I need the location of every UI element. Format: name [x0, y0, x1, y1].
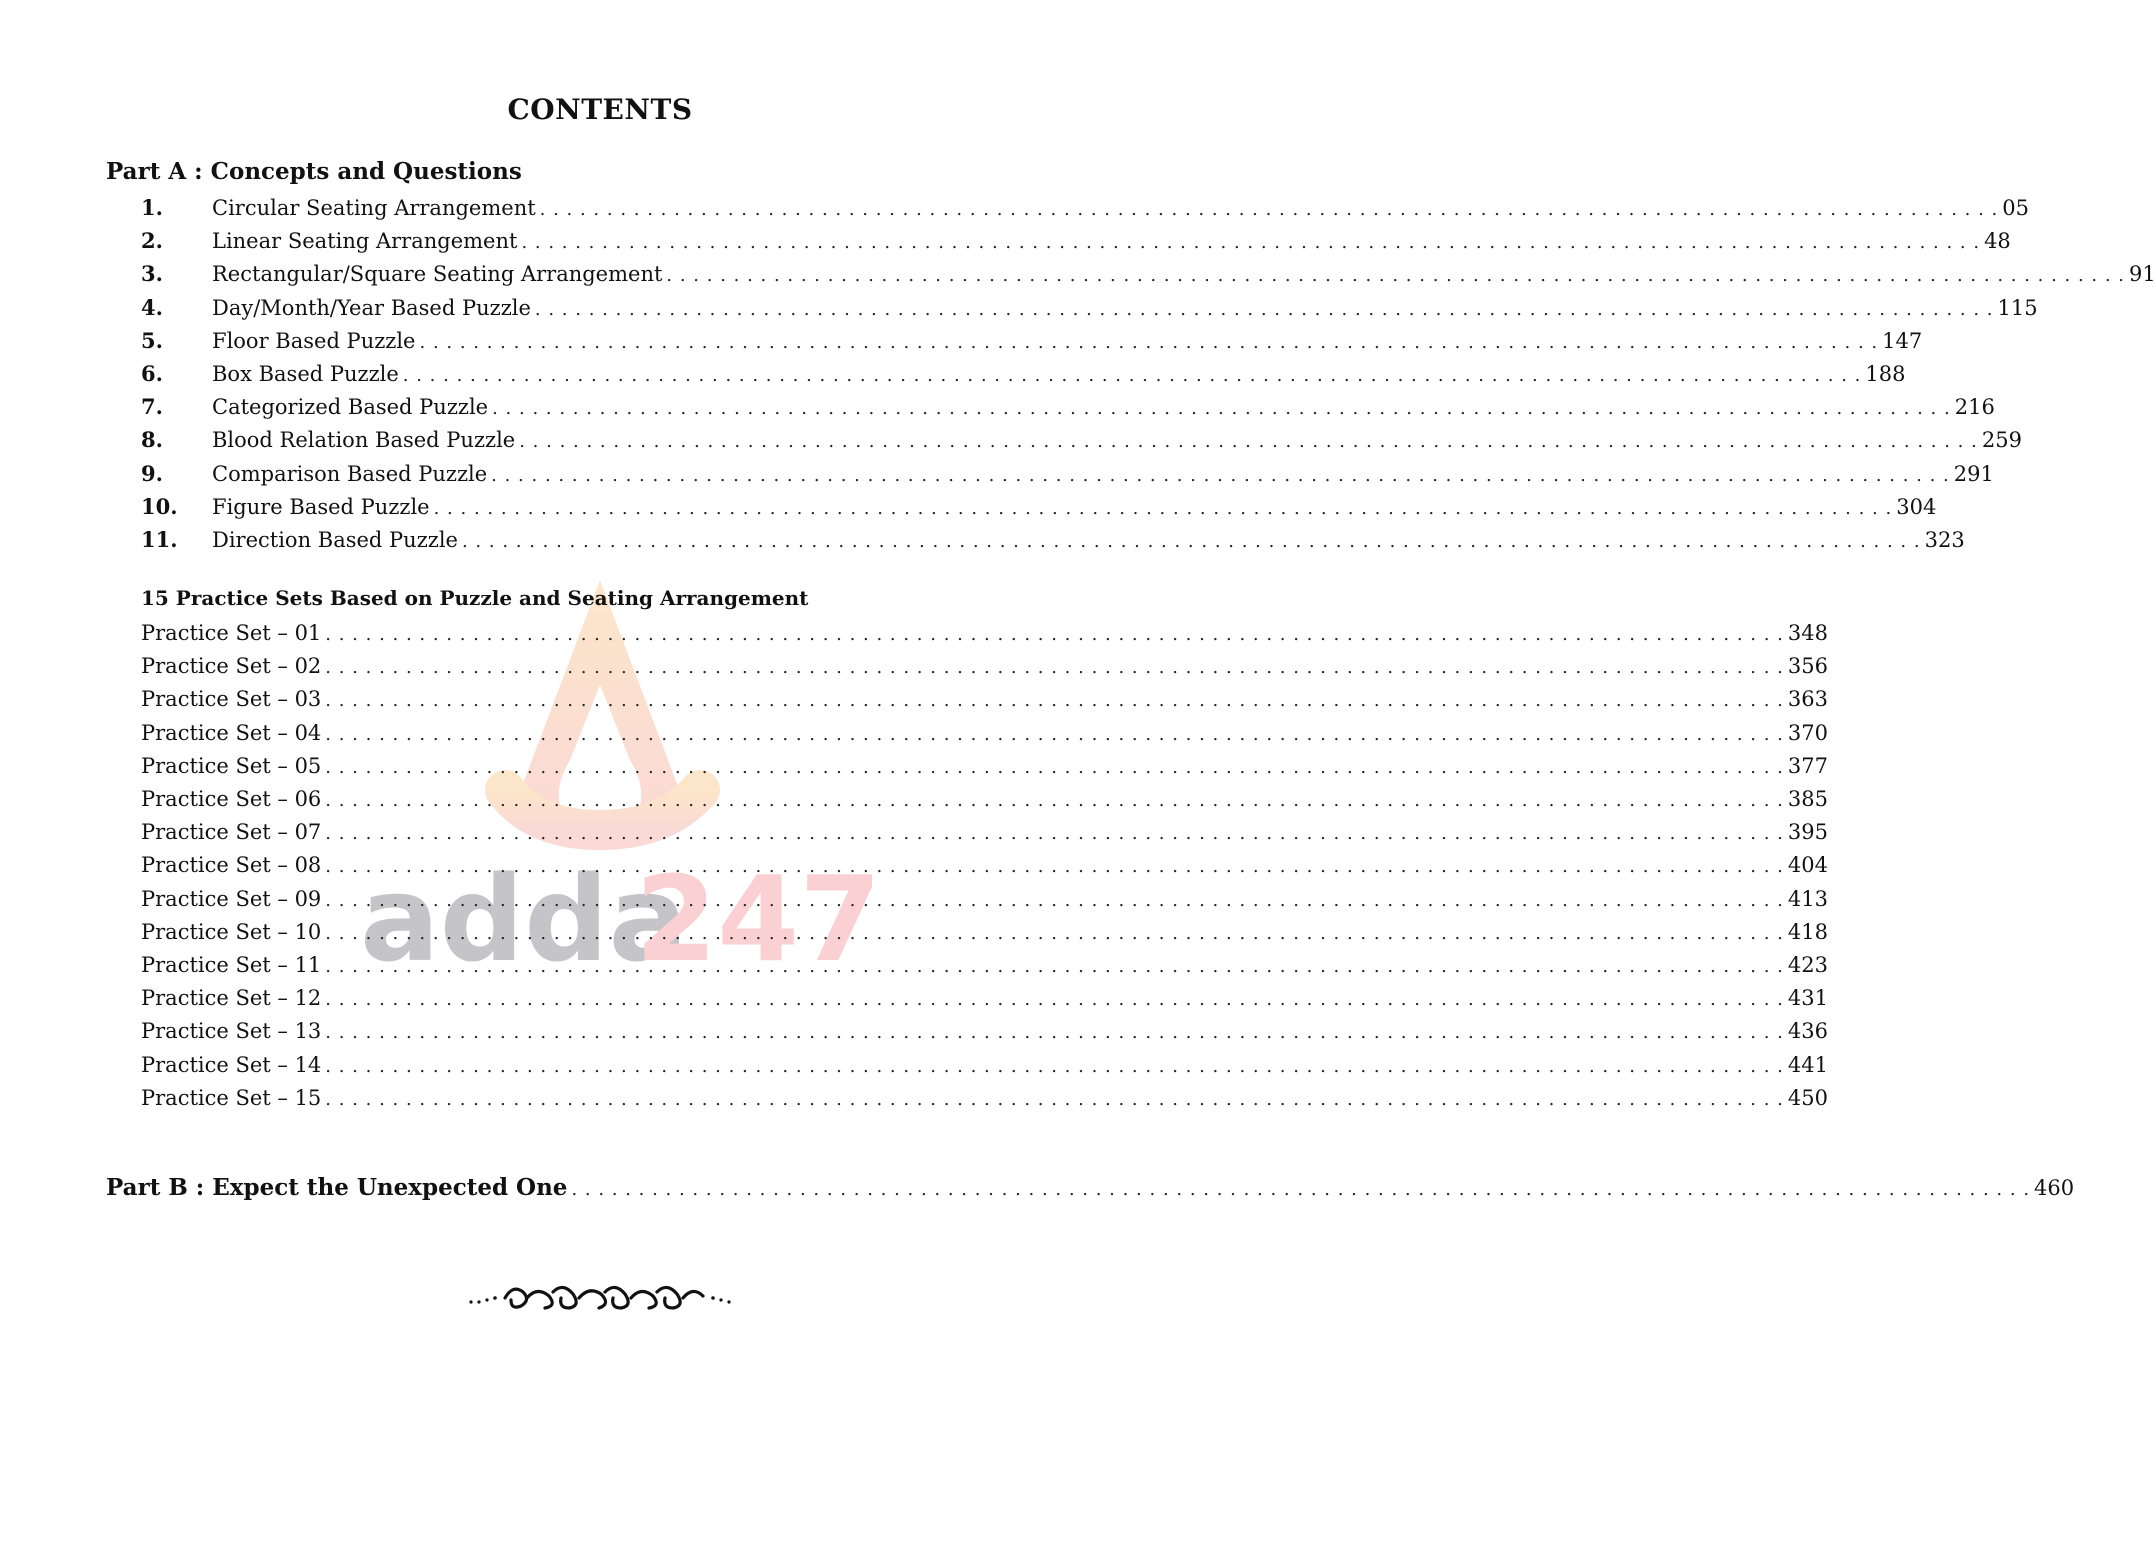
chapter-number: 9. — [141, 460, 163, 486]
chapter-entry — [141, 293, 2038, 323]
chapter-page-number: 48 — [1984, 229, 2011, 254]
chapter-page-number: 05 — [2002, 196, 2029, 220]
practice-set-title: Practice Set – 01 — [141, 621, 322, 645]
part-b-label: Part B : Expect the Unexpected One — [106, 1174, 568, 1201]
practice-set-title: Practice Set – 08 — [141, 853, 322, 878]
practice-set-page-number: 370 — [1787, 720, 1828, 745]
chapter-title: Direction Based Puzzle — [212, 528, 458, 552]
practice-set-entry — [141, 1016, 1828, 1046]
leader-dots — [325, 786, 1784, 816]
chapter-number: 4. — [141, 294, 163, 320]
practice-set-title: Practice Set – 09 — [141, 886, 322, 911]
leader-dots — [403, 361, 1862, 391]
leader-dots — [325, 720, 1784, 750]
chapter-page-number: 304 — [1896, 494, 1937, 519]
leader-dots — [325, 1085, 1784, 1115]
practice-set-page-number: 423 — [1787, 953, 1828, 977]
chapter-number: 1. — [141, 195, 163, 220]
practice-set-title: Practice Set – 12 — [141, 986, 322, 1011]
leader-dots — [325, 686, 1784, 716]
leader-dots — [325, 1052, 1784, 1082]
chapter-number: 6. — [141, 361, 163, 386]
practice-set-title: Practice Set – 02 — [141, 654, 322, 679]
chapter-title: Rectangular/Square Seating Arrangement — [212, 262, 663, 287]
practice-set-page-number: 436 — [1787, 1019, 1828, 1044]
practice-set-page-number: 404 — [1787, 853, 1828, 878]
chapter-page-number: 323 — [1924, 528, 1965, 552]
decorative-ornament-icon — [465, 1278, 735, 1318]
practice-set-entry — [141, 784, 1828, 814]
leader-dots — [325, 886, 1784, 916]
leader-dots — [325, 919, 1784, 949]
chapter-entry — [141, 492, 1937, 522]
practice-set-title: Practice Set – 07 — [141, 820, 322, 845]
practice-set-entry — [141, 884, 1828, 914]
practice-set-title: Practice Set – 10 — [141, 919, 322, 944]
practice-set-entry — [141, 950, 1828, 980]
chapter-title: Circular Seating Arrangement — [212, 196, 536, 220]
leader-dots — [325, 819, 1784, 849]
chapter-page-number: 115 — [1997, 295, 2038, 320]
chapter-number: 11. — [141, 527, 178, 552]
watermark-text-accent: 247 — [635, 850, 882, 988]
practice-set-page-number: 377 — [1787, 753, 1828, 778]
leader-dots — [462, 527, 1921, 557]
leader-dots — [420, 328, 1879, 358]
practice-set-title: Practice Set – 15 — [141, 1085, 322, 1110]
watermark-text-main: adda — [360, 850, 689, 988]
leader-dots — [325, 985, 1784, 1015]
practice-set-title: Practice Set – 03 — [141, 687, 322, 712]
chapter-title: Linear Seating Arrangement — [212, 229, 518, 254]
leader-dots — [325, 852, 1784, 882]
chapter-page-number: 259 — [1981, 428, 2022, 453]
practice-set-title: Practice Set – 06 — [141, 787, 322, 811]
practice-set-entry — [141, 850, 1828, 880]
practice-set-entry — [141, 718, 1828, 748]
practice-set-page-number: 348 — [1787, 621, 1828, 645]
practice-set-entry — [141, 751, 1828, 781]
leader-dots — [325, 653, 1784, 683]
part-b-page-number: 460 — [2034, 1176, 2075, 1200]
leader-dots — [491, 461, 1950, 491]
leader-dots — [325, 1018, 1784, 1048]
leader-dots — [492, 394, 1951, 424]
chapter-entry — [141, 425, 2022, 455]
leader-dots — [519, 427, 1978, 457]
leader-dots — [571, 1174, 2030, 1206]
practice-set-entry — [141, 1050, 1828, 1080]
chapter-entry — [141, 525, 1965, 555]
chapter-page-number: 91 — [2129, 262, 2156, 287]
chapter-title: Floor Based Puzzle — [212, 328, 416, 353]
part-b-entry — [106, 1172, 2075, 1204]
chapter-entry — [141, 459, 1994, 489]
practice-set-entry — [141, 983, 1828, 1013]
leader-dots — [325, 753, 1784, 783]
chapter-page-number: 216 — [1954, 395, 1995, 420]
chapter-number: 10. — [141, 493, 178, 519]
chapter-number: 2. — [141, 228, 163, 254]
leader-dots — [540, 195, 1999, 225]
leader-dots — [521, 228, 1980, 258]
practice-set-title: Practice Set – 14 — [141, 1052, 322, 1077]
practice-set-page-number: 450 — [1787, 1085, 1828, 1110]
page-title: CONTENTS — [507, 93, 693, 126]
chapter-number: 5. — [141, 327, 163, 353]
leader-dots — [325, 952, 1784, 982]
practice-set-title: Practice Set – 04 — [141, 720, 322, 745]
chapter-number: 8. — [141, 427, 163, 453]
practice-set-title: Practice Set – 13 — [141, 1019, 322, 1044]
practice-set-entry — [141, 817, 1828, 847]
chapter-title: Day/Month/Year Based Puzzle — [212, 295, 531, 320]
chapter-entry — [141, 326, 1923, 356]
practice-set-entry — [141, 1083, 1828, 1113]
practice-set-page-number: 356 — [1787, 654, 1828, 679]
chapter-entry — [141, 193, 2029, 223]
chapter-title: Figure Based Puzzle — [212, 494, 430, 519]
practice-set-page-number: 413 — [1787, 886, 1828, 911]
chapter-page-number: 147 — [1882, 328, 1923, 353]
leader-dots — [434, 494, 1893, 524]
practice-sets-heading: 15 Practice Sets Based on Puzzle and Seating Arrangement — [141, 586, 809, 610]
practice-set-title: Practice Set – 11 — [141, 953, 322, 977]
part-a-heading: Part A : Concepts and Questions — [106, 158, 522, 185]
leader-dots — [535, 295, 1994, 325]
chapter-entry — [141, 359, 1906, 389]
chapter-page-number: 291 — [1953, 461, 1994, 486]
practice-set-page-number: 385 — [1787, 787, 1828, 811]
practice-set-entry — [141, 684, 1828, 714]
chapter-title: Blood Relation Based Puzzle — [212, 428, 516, 453]
practice-set-page-number: 363 — [1787, 687, 1828, 712]
practice-set-page-number: 395 — [1787, 820, 1828, 845]
practice-set-title: Practice Set – 05 — [141, 753, 322, 778]
chapter-page-number: 188 — [1865, 362, 1906, 386]
chapter-entry — [141, 392, 1995, 422]
chapter-title: Box Based Puzzle — [212, 362, 399, 386]
practice-set-entry — [141, 917, 1828, 947]
chapter-entry — [141, 259, 2156, 289]
leader-dots — [666, 261, 2125, 291]
chapter-entry — [141, 226, 2011, 256]
leader-dots — [325, 620, 1784, 650]
practice-set-page-number: 418 — [1787, 919, 1828, 944]
practice-set-entry — [141, 618, 1828, 648]
chapter-title: Comparison Based Puzzle — [212, 461, 488, 486]
chapter-title: Categorized Based Puzzle — [212, 395, 489, 420]
chapter-number: 3. — [141, 261, 163, 287]
practice-set-page-number: 431 — [1787, 986, 1828, 1011]
practice-set-page-number: 441 — [1787, 1052, 1828, 1077]
practice-set-entry — [141, 651, 1828, 681]
chapter-number: 7. — [141, 394, 163, 420]
